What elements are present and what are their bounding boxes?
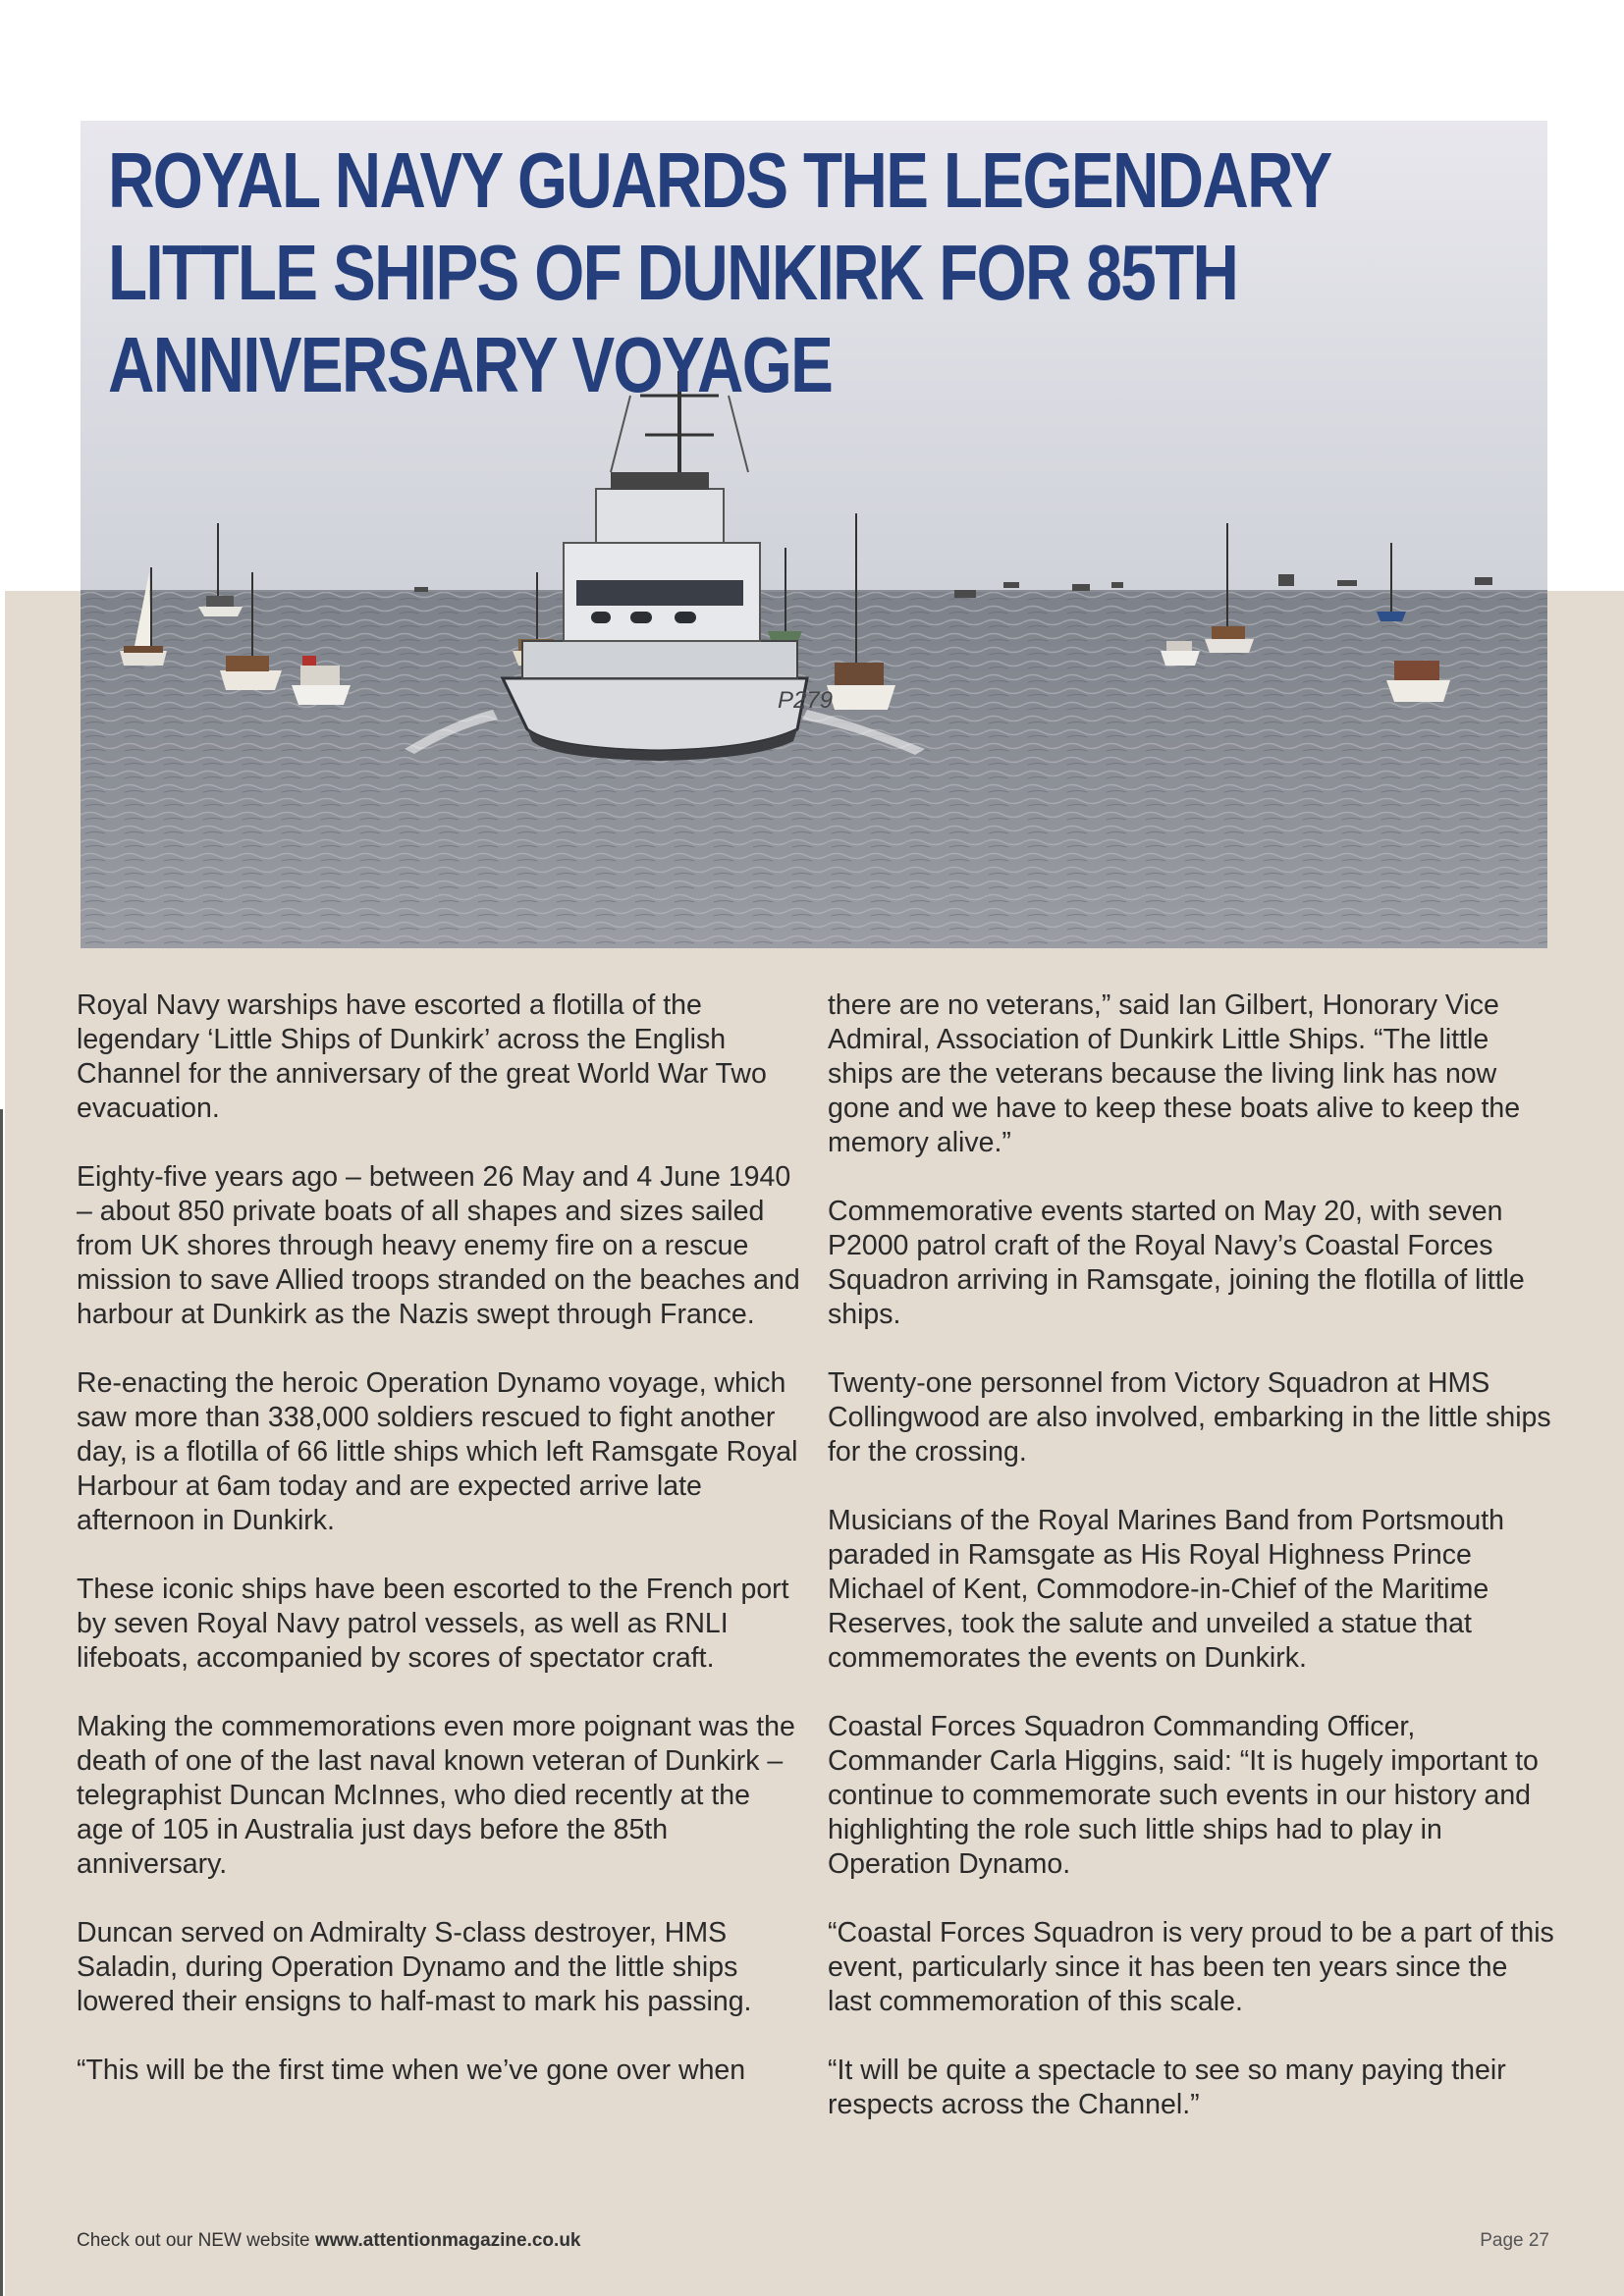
article-column-left [77, 988, 803, 2122]
page-edge [0, 1109, 3, 2296]
paragraph: Making the commemorations even more poignant was the death of one of the last naval known veteran of Dunkirk – telegraphist Duncan McInnes, who died recently at the age of 105 in Australia just days before the 85th anniversary. [77, 1711, 795, 1880]
footer-website-promo [77, 2230, 581, 2252]
paragraph: Re-enacting the heroic Operation Dynamo voyage, which saw more than 338,000 soldiers rescued to fight another day, is a flotilla of 66 little ships which left Ramsgate Royal Harbour at 6am today and are expected arrive late afternoon in Dunkirk. [77, 1367, 798, 1536]
footer-prefix: Check out our NEW website [77, 2230, 315, 2251]
website-link[interactable]: www.attentionmagazine.co.uk [314, 2230, 581, 2251]
paragraph: “This will be the first time when we’ve gone over when [77, 2055, 746, 2086]
hull-number: P279 [778, 687, 834, 714]
paragraph: Duncan served on Admiralty S-class destroyer, HMS Saladin, during Operation Dynamo and the little ships lowered their ensigns to half-mast to mark his passing. [77, 1917, 752, 2017]
paragraph: Royal Navy warships have escorted a flotilla of the legendary ‘Little Ships of Dunkirk’ across the English Channel for the anniversary of the great World War Two evacuation. [77, 989, 767, 1124]
paragraph: These iconic ships have been escorted to the French port by seven Royal Navy patrol vessels, as well as RNLI lifeboats, accompanied by scores of spectator craft. [77, 1574, 789, 1674]
paragraph: Eighty-five years ago – between 26 May and 4 June 1940 – about 850 private boats of all shapes and sizes sailed from UK shores through heavy enemy fire on a rescue mission to save Allied troops stranded on the beaches and harbour at Dunkirk as the Nazis swept through France. [77, 1161, 800, 1330]
hero-photo [81, 121, 1547, 948]
paragraph: “It will be quite a spectacle to see so many paying their respects across the Channel.” [828, 2055, 1506, 2120]
headline-line-1: ROYAL NAVY GUARDS THE LEGENDARY [108, 136, 1331, 224]
paragraph: Commemorative events started on May 20, with seven P2000 patrol craft of the Royal Navy’s Coastal Forces Squadron arriving in Ramsgate, joining the flotilla of little ships. [828, 1196, 1525, 1330]
headline [108, 134, 1331, 411]
paragraph: Coastal Forces Squadron Commanding Officer, Commander Carla Higgins, said: “It is hugely important to continue to commemorate such events in our history and highlighting the role such little ships had to play in Operation Dynamo. [828, 1711, 1539, 1880]
paragraph: “Coastal Forces Squadron is very proud to be a part of this event, particularly since it has been ten years since the last commemoration of this scale. [828, 1917, 1554, 2017]
headline-line-3: ANNIVERSARY VOYAGE [108, 321, 833, 408]
paragraph: Musicians of the Royal Marines Band from Portsmouth paraded in Ramsgate as His Royal Highness Prince Michael of Kent, Commodore-in-Chief of the Maritime Reserves, took the salute and unveiled a statue that commemorates the events on Dunkirk. [828, 1505, 1505, 1674]
article-column-right [828, 988, 1554, 2157]
paragraph: Twenty-one personnel from Victory Squadron at HMS Collingwood are also involved, embarking in the little ships for the crossing. [828, 1367, 1551, 1468]
page-number: Page 27 [1480, 2230, 1549, 2251]
headline-line-2: LITTLE SHIPS OF DUNKIRK FOR 85TH [108, 229, 1238, 316]
paragraph: there are no veterans,” said Ian Gilbert, Honorary Vice Admiral, Association of Dunkirk Little Ships. “The little ships are the veterans because the living link has now gone and we have to keep these boats alive to keep the memory alive.” [828, 989, 1521, 1158]
